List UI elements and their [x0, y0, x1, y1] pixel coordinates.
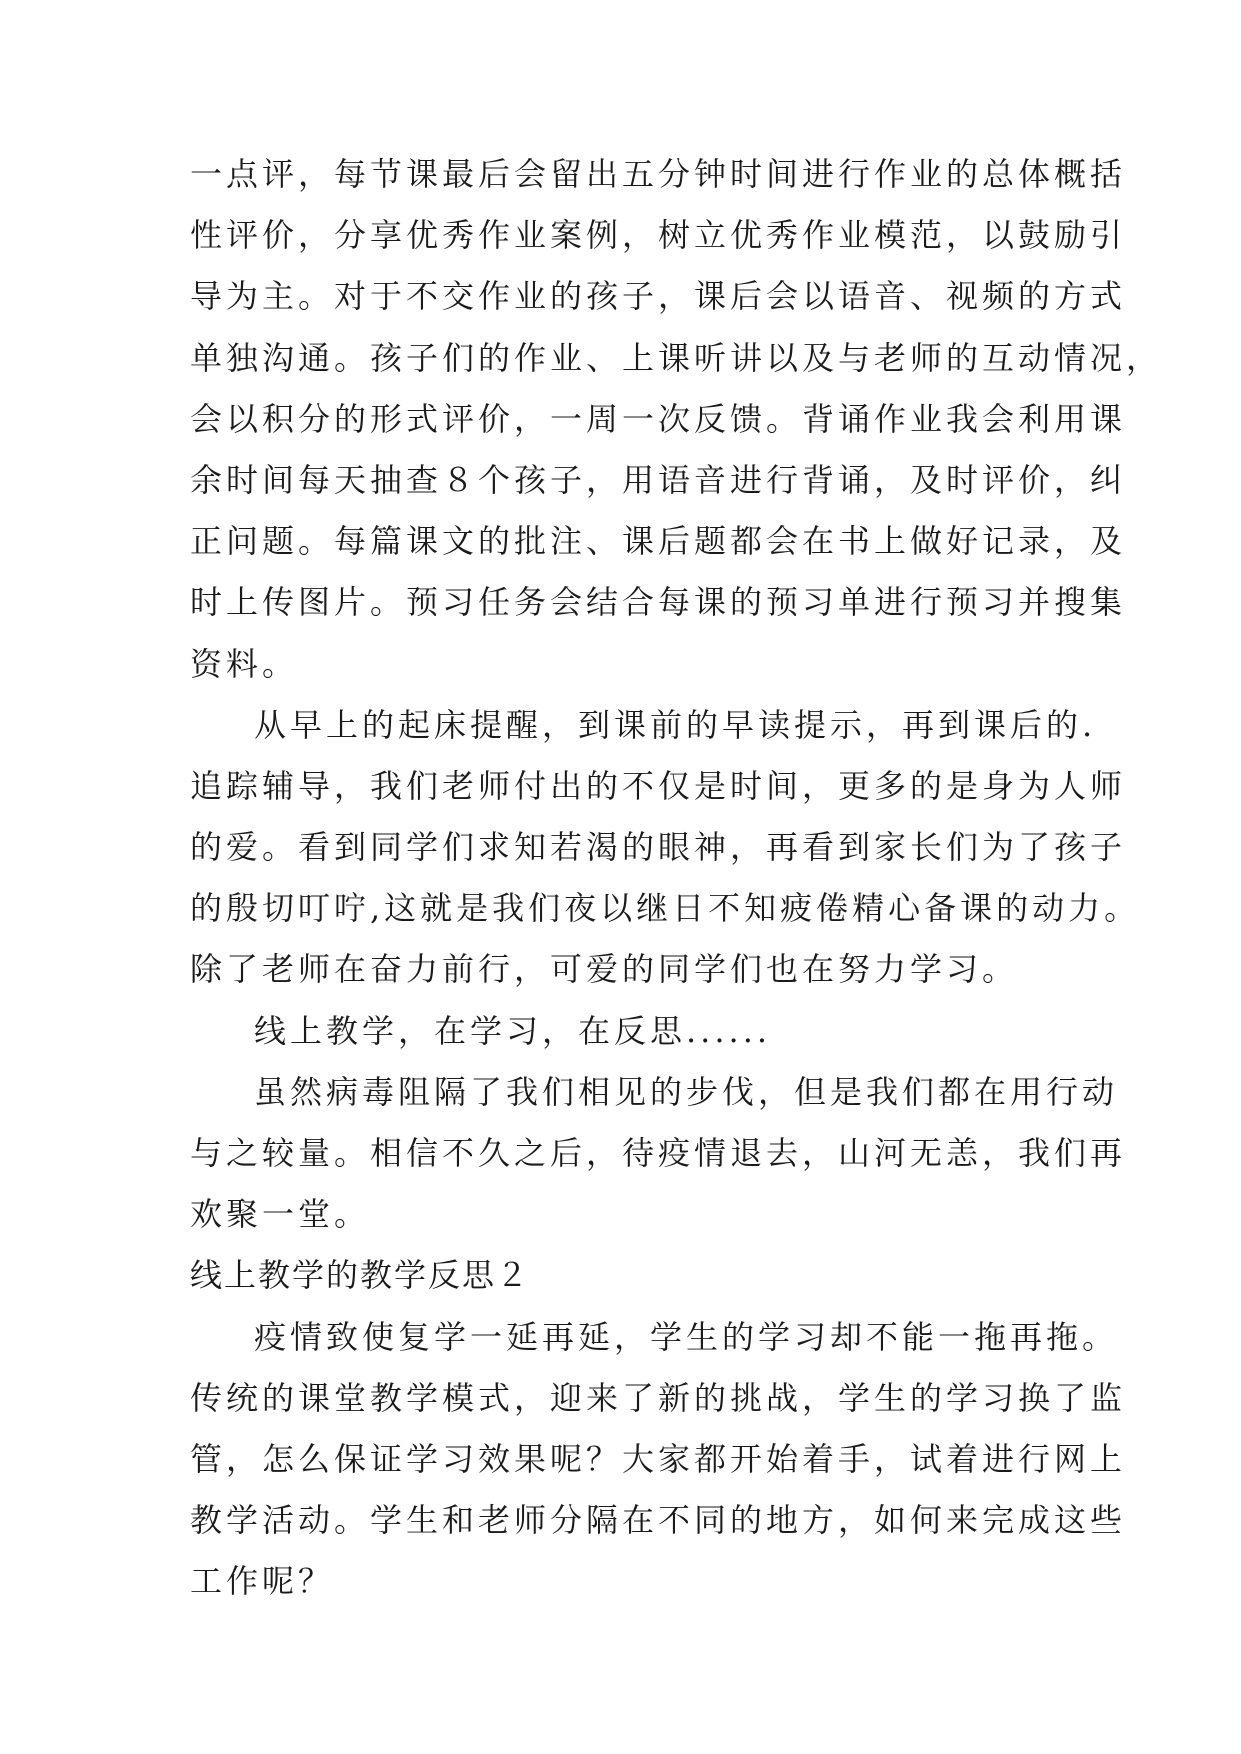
- paragraph-2: [190, 695, 1141, 1001]
- text-line: 除了老师在奋力前行，可爱的同学们也在努力学习。: [190, 950, 1019, 989]
- text-line: 性评价，分享优秀作业案例，树立优秀作业模范，以鼓励引: [190, 216, 1127, 255]
- text-line: 的殷切叮咛,这就是我们夜以继日不知疲倦精心备课的动力。: [190, 889, 1141, 928]
- paragraph-3: [190, 1001, 1070, 1062]
- text-line: 正问题。每篇课文的批注、课后题都会在书上做好记录，及: [190, 522, 1127, 561]
- section-heading: [190, 1245, 1070, 1306]
- text-line: 管，怎么保证学习效果呢？大家都开始着手，试着进行网上: [190, 1439, 1127, 1478]
- text-line: 追踪辅导，我们老师付出的不仅是时间，更多的是身为人师: [190, 766, 1127, 805]
- text-line: 会以积分的形式评价，一周一次反馈。背诵作业我会利用课: [190, 399, 1127, 438]
- text-line: 与之较量。相信不久之后，待疫情退去，山河无恙，我们再: [190, 1134, 1127, 1172]
- section-heading-text: 线上教学的教学反思２: [190, 1256, 531, 1295]
- text-line: 线上教学，在学习，在反思......: [254, 1011, 772, 1050]
- text-line: 疫情致使复学一延再延，学生的学习却不能一拖再拖。: [254, 1317, 1119, 1356]
- text-line: 的爱。看到同学们求知若渴的眼神，再看到家长们为了孩子: [190, 828, 1127, 867]
- text-line: 资料。: [190, 644, 299, 683]
- text-line: 单独沟通。孩子们的作业、上课听讲以及与老师的互动情况，: [190, 338, 1163, 377]
- text-line: 一点评，每节课最后会留出五分钟时间进行作业的总体概括: [190, 155, 1127, 193]
- text-line: 余时间每天抽查８个孩子，用语音进行背诵，及时评价，纠: [190, 460, 1127, 499]
- text-line: 从早上的起床提醒，到课前的早读提示，再到课后的.: [254, 705, 1097, 744]
- paragraph-1: [190, 144, 1163, 695]
- paragraph-5: [190, 1307, 1127, 1613]
- text-line: 传统的课堂教学模式，迎来了新的挑战，学生的学习换了监: [190, 1378, 1127, 1417]
- text-line: 虽然病毒阻隔了我们相见的步伐，但是我们都在用行动: [254, 1072, 1119, 1111]
- paragraph-4: [190, 1062, 1127, 1246]
- document-body: [190, 144, 1163, 1613]
- text-line: 工作呢？: [190, 1562, 335, 1601]
- text-line: 欢聚一堂。: [190, 1195, 371, 1234]
- text-line: 导为主。对于不交作业的孩子，课后会以语音、视频的方式: [190, 277, 1127, 316]
- text-line: 时上传图片。预习任务会结合每课的预习单进行预习并搜集: [190, 583, 1127, 622]
- text-line: 教学活动。学生和老师分隔在不同的地方，如何来完成这些: [190, 1501, 1127, 1540]
